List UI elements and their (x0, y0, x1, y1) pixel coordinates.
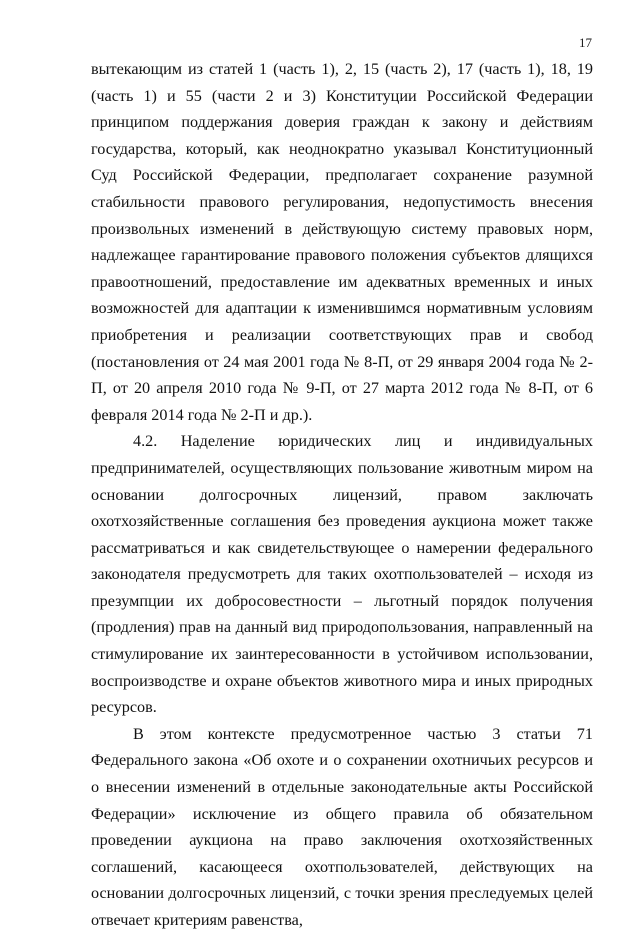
paragraph-continuation: вытекающим из статей 1 (часть 1), 2, 15 (часть 2), 17 (часть 1), 18, 19 (часть 1) и 55 (части 2 и 3) Конституции Российской Федерации принципом поддержания доверия граждан к закону и действиям государства, который, как неоднократно указывал Конституционный Суд Российской Федерации, предполагает сохранение разумной стабильности правового регулирования, недопустимость внесения произвольных изменений в действующую систему правовых норм, надлежащее гарантирование правового положения субъектов длящихся правоотношений, предоставление им адекватных временных и иных возможностей для адаптации к изменившимся нормативным условиям приобретения и реализации соответствующих прав и свобод (постановления от 24 мая 2001 года № 8-П, от 29 января 2004 года № 2-П, от 20 апреля 2010 года № 9-П, от 27 марта 2012 года № 8-П, от 6 февраля 2014 года № 2-П и др.). (91, 60, 593, 424)
paragraph-section-4-2: 4.2. Наделение юридических лиц и индивидуальных предпринимателей, осуществляющих пользование животным миром на основании долгосрочных лицензий, правом заключать охотхозяйственные соглашения без проведения аукциона может также рассматриваться и как свидетельствующее о намерении федерального законодателя предусмотреть для таких охотпользователей – исходя из презумпции их добросовестности – льготный порядок получения (продления) прав на данный вид природопользования, направленный на стимулирование их заинтересованности в устойчивом использовании, воспроизводстве и охране объектов животного мира и иных природных ресурсов. (91, 432, 593, 717)
document-body (91, 56, 593, 934)
page-number: 17 (579, 35, 592, 50)
paragraph-context: В этом контексте предусмотренное частью 3 статьи 71 Федерального закона «Об охоте и о сохранении охотничьих ресурсов и о внесении изменений в отдельные законодательные акты Российской Федерации» исключение из общего правила об обязательном проведении аукциона на право заключения охотхозяйственных соглашений, касающееся охотпользователей, действующих на основании долгосрочных лицензий, с точки зрения преследуемых целей отвечает критериям равенства, (91, 724, 593, 929)
